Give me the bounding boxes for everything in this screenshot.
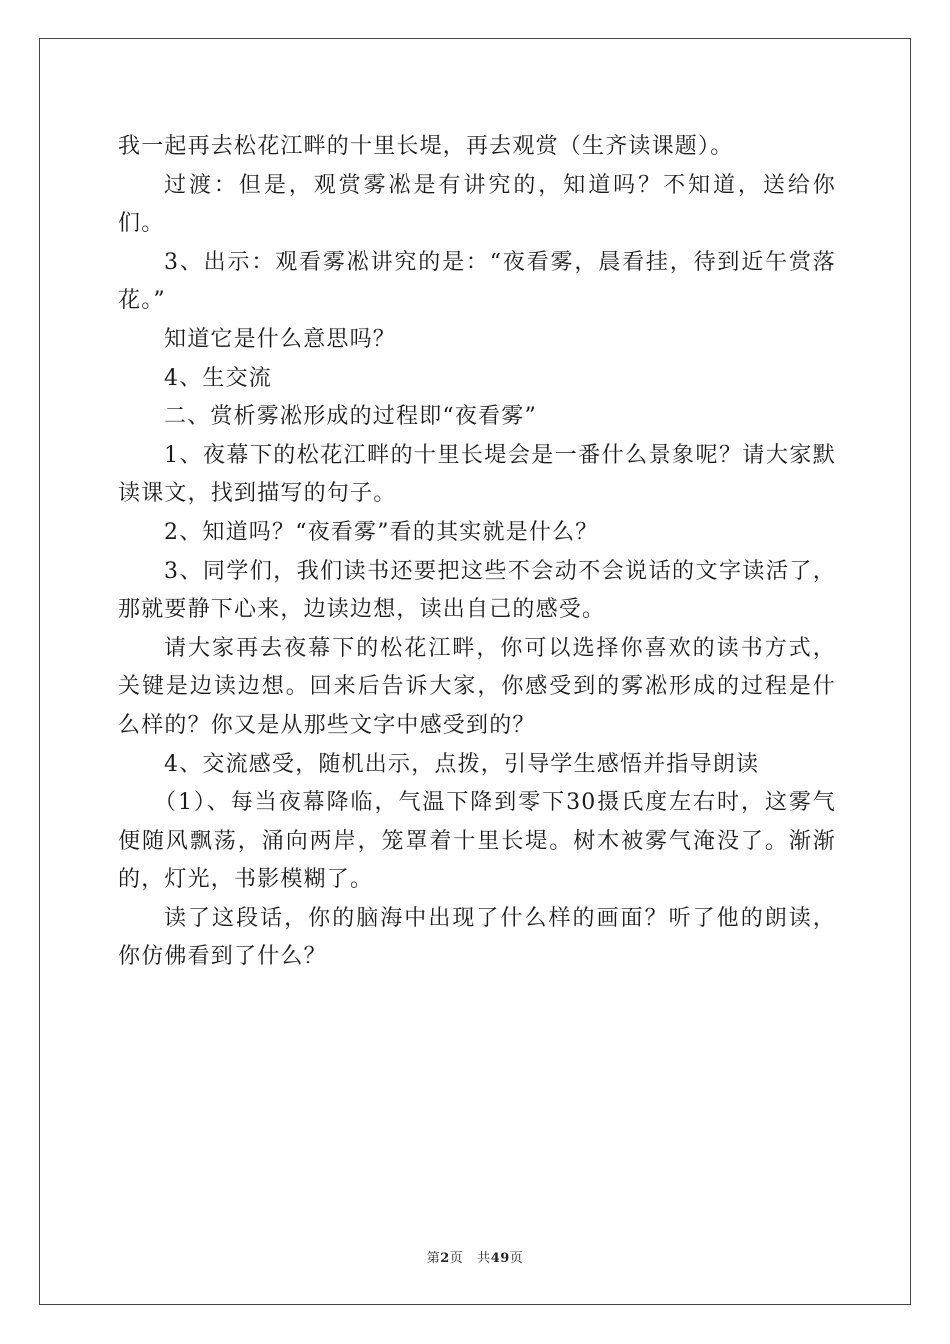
page-suffix: 页 bbox=[449, 1251, 464, 1266]
paragraph-4: 知道它是什么意思吗？ bbox=[164, 326, 397, 352]
paragraph-8: 2、知道吗？“夜看雾”看的其实就是什么？ bbox=[164, 519, 599, 545]
page-prefix: 第 bbox=[426, 1251, 441, 1266]
paragraph-3: 3、出示：观看雾凇讲究的是：“夜看雾，晨看挂，待到近午赏落花。” bbox=[118, 249, 836, 314]
paragraph-13: 读了这段话，你的脑海中出现了什么样的画面？听了他的朗读，你仿佛看到了什么？ bbox=[118, 905, 836, 970]
paragraph-7: 1、夜幕下的松花江畔的十里长堤会是一番什么景象呢？请大家默读课文，找到描写的句子。 bbox=[118, 442, 836, 507]
total-page-count: 49 bbox=[490, 1251, 510, 1266]
document-body bbox=[118, 128, 836, 977]
paragraph-5: 4、生交流 bbox=[164, 365, 272, 391]
paragraph-1: 我一起再去松花江畔的十里长堤，再去观赏（生齐读课题）。 bbox=[118, 134, 734, 159]
page-footer bbox=[0, 1247, 950, 1266]
section-heading: 二、赏析雾凇形成的过程即“夜看雾” bbox=[164, 404, 537, 430]
paragraph-2: 过渡：但是，观赏雾凇是有讲究的，知道吗？不知道，送给你们。 bbox=[118, 172, 836, 237]
paragraph-12: （1）、每当夜幕降临，气温下降到零下30摄氏度左右时，这雾气便随风飘荡，涌向两岸，笼罩着十里长堤。树木被雾气淹没了。渐渐的，灯光，书影模糊了。 bbox=[118, 790, 836, 893]
paragraph-11: 4、交流感受，随机出示，点拨，引导学生感悟并指导朗读 bbox=[164, 751, 760, 777]
total-prefix: 共 bbox=[477, 1251, 491, 1266]
paragraph-10: 请大家再去夜幕下的松花江畔，你可以选择你喜欢的读书方式，关键是边读边想。回来后告诉大家，你感受到的雾凇形成的过程是什么样的？你又是从那些文字中感受到的？ bbox=[118, 635, 836, 738]
total-suffix: 页 bbox=[509, 1251, 524, 1266]
current-page-number: 2 bbox=[440, 1251, 450, 1266]
paragraph-9: 3、同学们，我们读书还要把这些不会动不会说话的文字读活了，那就要静下心来，边读边想，读出自己的感受。 bbox=[118, 558, 836, 623]
